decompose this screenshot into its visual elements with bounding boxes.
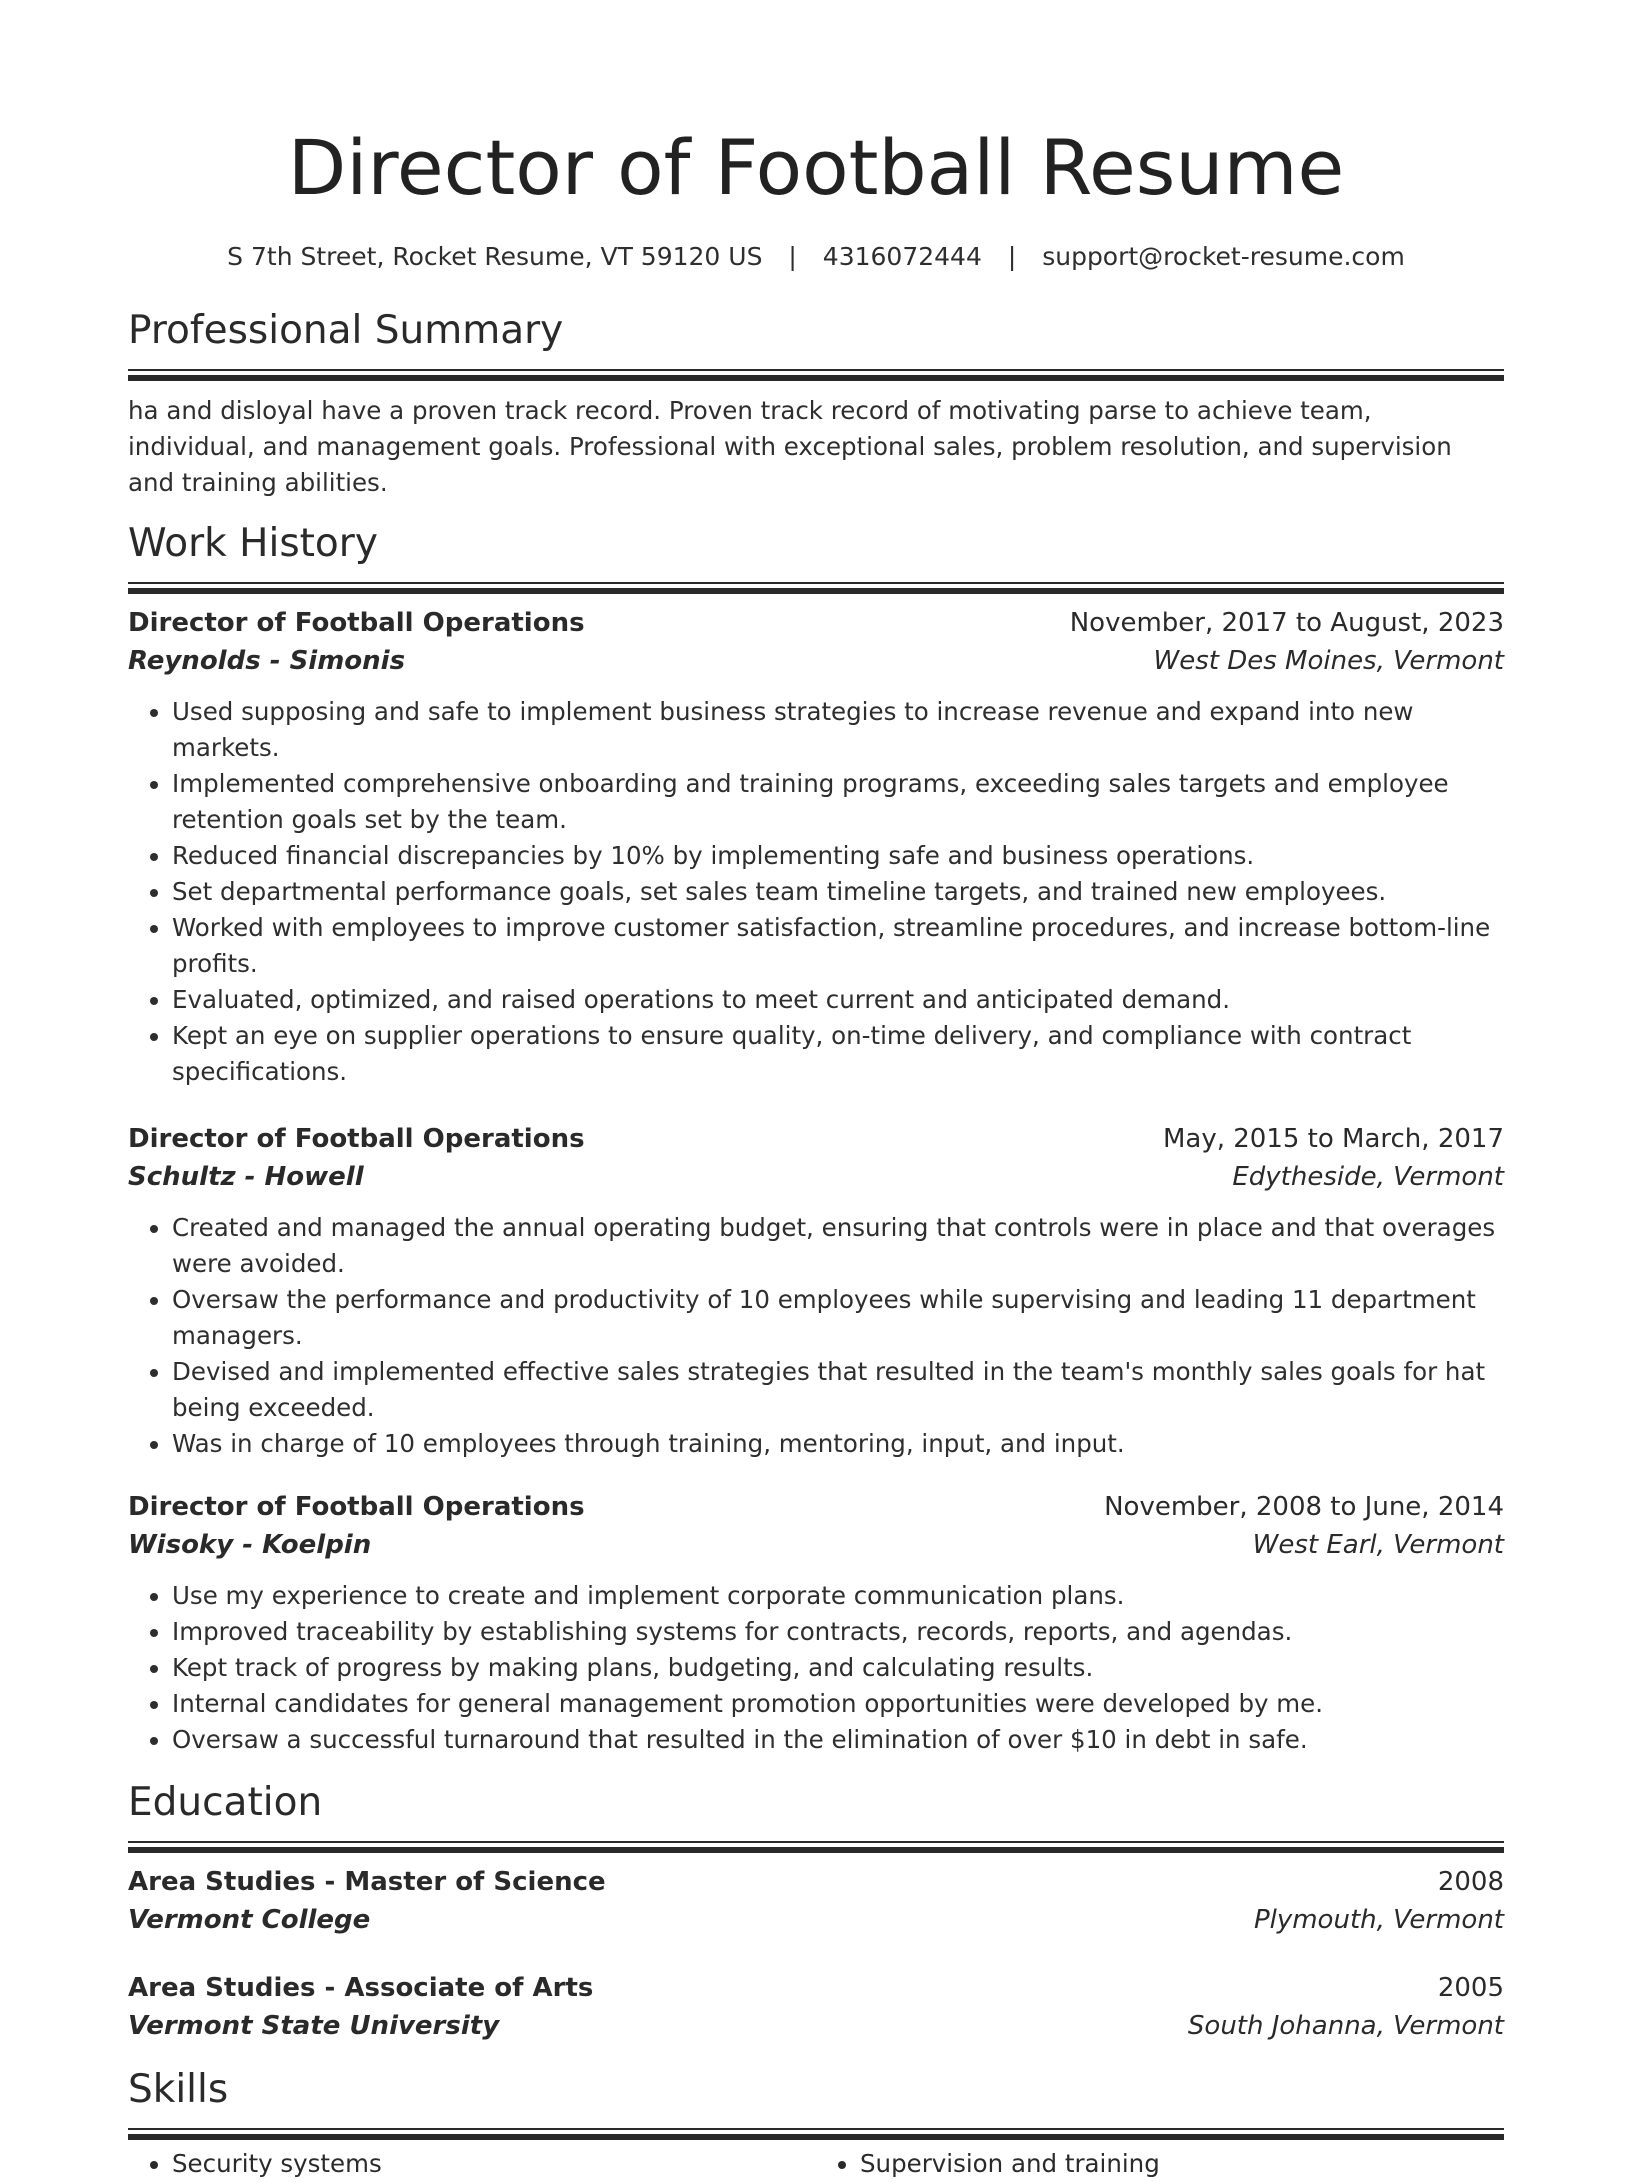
contact-separator: | [1007, 242, 1017, 271]
education-section [128, 1778, 1504, 2045]
education-degree: Area Studies - Master of Science [128, 1867, 606, 1897]
job-header-row [128, 1488, 1504, 1526]
education-year: 2008 [1437, 1867, 1504, 1897]
job-bullet: • Oversaw the performance and productivity of 10 employees while supervising and leading 11 department managers. [172, 1282, 1504, 1354]
education-heading: Education [128, 1780, 323, 1825]
job-bullet: • Used supposing and safe to implement business strategies to increase revenue and expand into new markets. [172, 694, 1504, 766]
education-location: South Johanna, Vermont [1187, 2011, 1504, 2041]
job-bullet: • Created and managed the annual operating budget, ensuring that controls were in place and that overages were avoided. [172, 1210, 1504, 1282]
contact-separator: | [788, 242, 797, 271]
work-section [128, 519, 1504, 1758]
job-dates: May, 2015 to March, 2017 [1162, 1124, 1504, 1154]
education-degree: Area Studies - Associate of Arts [128, 1973, 594, 2003]
education-year: 2005 [1437, 1973, 1504, 2003]
job-title: Director of Football Operations [128, 608, 585, 638]
job-bullet: • Implemented comprehensive onboarding and training programs, exceeding sales targets and employee retention goals set by the team. [172, 766, 1504, 838]
section-divider [128, 1841, 1504, 1847]
job-header-row [128, 604, 1504, 642]
job-title: Director of Football Operations [128, 1124, 585, 1154]
job-location: Edytheside, Vermont [1232, 1162, 1504, 1192]
education-school: Vermont College [128, 1905, 371, 1935]
job-title: Director of Football Operations [128, 1492, 585, 1522]
skill-item: • Security systems [172, 2146, 816, 2182]
contact-line [128, 240, 1504, 274]
section-divider [128, 369, 1504, 375]
skills-list-right [816, 2146, 1504, 2182]
job-bullets [128, 1578, 1504, 1758]
work-heading: Work History [128, 521, 378, 566]
education-school-row [128, 1901, 1504, 1939]
job-bullet: • Was in charge of 10 employees through training, mentoring, input, and input. [172, 1426, 1504, 1462]
skills-heading: Skills [128, 2067, 229, 2112]
job-entry [128, 1488, 1504, 1758]
education-school: Vermont State University [128, 2011, 500, 2041]
skills-list-left [128, 2146, 816, 2182]
education-entry [128, 1863, 1504, 1939]
contact-email[interactable]: support@rocket-resume.com [1042, 242, 1405, 271]
job-bullet: • Set departmental performance goals, set sales team timeline targets, and trained new employees. [172, 874, 1504, 910]
job-employer-row [128, 1526, 1504, 1564]
job-employer-row [128, 1158, 1504, 1196]
job-dates: November, 2008 to June, 2014 [1104, 1492, 1504, 1522]
contact-phone: 4316072444 [822, 242, 982, 271]
job-bullets [128, 694, 1504, 1090]
education-school-row [128, 2007, 1504, 2045]
summary-heading: Professional Summary [128, 308, 564, 353]
contact-address: S 7th Street, Rocket Resume, VT 59120 US [227, 242, 763, 271]
job-bullet: • Internal candidates for general management promotion opportunities were developed by me. [172, 1686, 1504, 1722]
job-location: West Earl, Vermont [1252, 1530, 1504, 1560]
job-location: West Des Moines, Vermont [1153, 646, 1504, 676]
job-bullet: • Improved traceability by establishing systems for contracts, records, reports, and agendas. [172, 1614, 1504, 1650]
job-bullet: • Use my experience to create and implement corporate communication plans. [172, 1578, 1504, 1614]
job-bullet: • Evaluated, optimized, and raised operations to meet current and anticipated demand. [172, 982, 1504, 1018]
job-employer: Reynolds - Simonis [128, 646, 406, 676]
summary-text: ha and disloyal have a proven track record. Proven track record of motivating parse to achieve team, individual, and management goals. Professional with exceptional sales, problem resolution, and supervision and training abilities. [128, 396, 1452, 497]
job-entry [128, 1120, 1504, 1462]
job-header-row [128, 1120, 1504, 1158]
job-bullet: • Devised and implemented effective sales strategies that resulted in the team's monthly sales goals for hat being exceeded. [172, 1354, 1504, 1426]
job-bullet: • Oversaw a successful turnaround that resulted in the elimination of over $10 in debt in safe. [172, 1722, 1504, 1758]
resume-title: Director of Football Resume [287, 123, 1345, 212]
education-entry [128, 1969, 1504, 2045]
skills-columns [128, 2134, 1504, 2182]
education-header-row [128, 1969, 1504, 2007]
summary-section [128, 306, 1504, 501]
job-bullet: • Kept an eye on supplier operations to ensure quality, on-time delivery, and compliance with contract specifications. [172, 1018, 1504, 1090]
job-entry [128, 604, 1504, 1090]
job-employer: Schultz - Howell [128, 1162, 364, 1192]
job-employer-row [128, 642, 1504, 680]
job-bullet: • Worked with employees to improve customer satisfaction, streamline procedures, and increase bottom-line profits. [172, 910, 1504, 982]
education-location: Plymouth, Vermont [1253, 1905, 1504, 1935]
job-employer: Wisoky - Koelpin [128, 1530, 372, 1560]
section-divider [128, 582, 1504, 588]
skill-item: • Supervision and training [860, 2146, 1504, 2182]
job-bullet: • Reduced financial discrepancies by 10% by implementing safe and business operations. [172, 838, 1504, 874]
job-dates: November, 2017 to August, 2023 [1069, 608, 1504, 638]
education-header-row [128, 1863, 1504, 1901]
skills-section [128, 2065, 1504, 2182]
job-bullet: • Kept track of progress by making plans, budgeting, and calculating results. [172, 1650, 1504, 1686]
job-bullets [128, 1210, 1504, 1462]
